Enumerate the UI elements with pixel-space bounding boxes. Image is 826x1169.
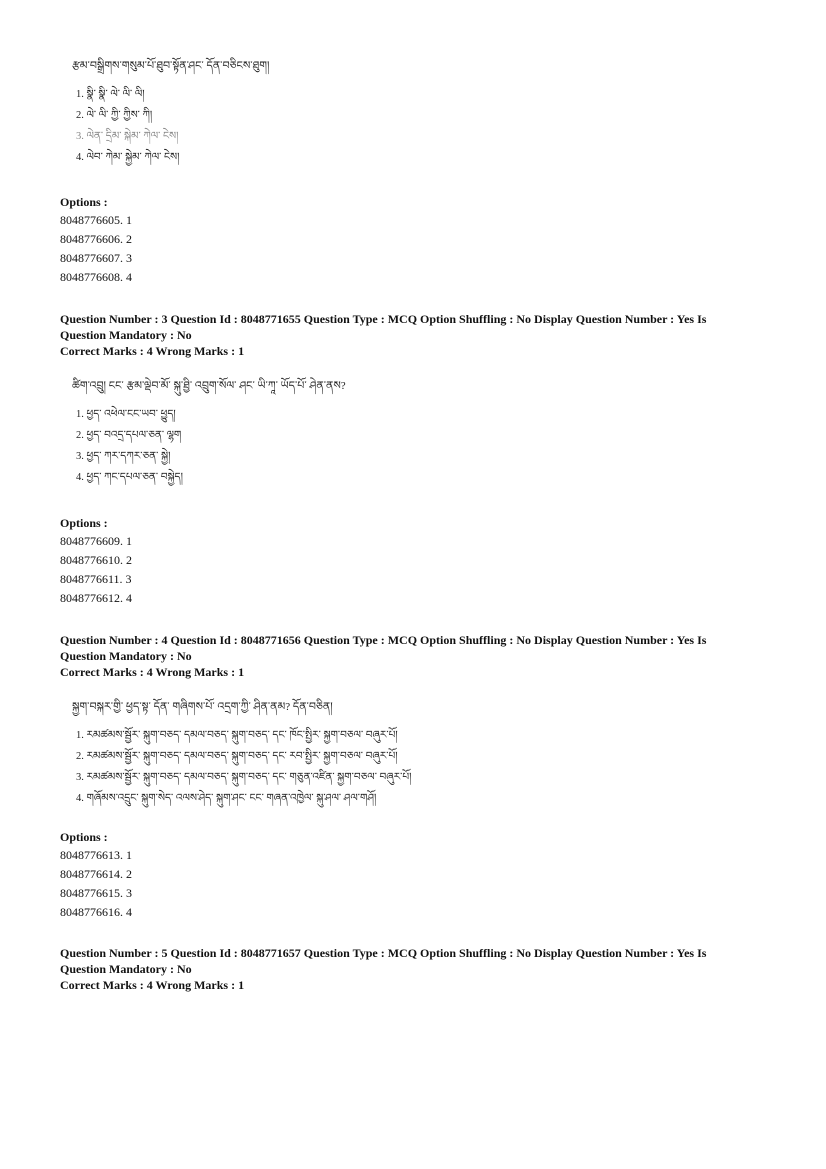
question-4-marks: Correct Marks : 4 Wrong Marks : 1: [60, 665, 245, 679]
options-heading: Options :: [60, 195, 108, 209]
question-4-option-3: 3. རམཚམས་སྦྱོར་ སྐུག་བཅད་ དམལ་བཅད་ སྐུག་བཅད་ དང་ གཅུན་འཛིན་ སྐྱག་བཅལ་ བཞུར་པོ།: [76, 772, 412, 783]
question-3-stem: ཚིག་འབྲུ། ངང་ རྩམ་ལྡེབ་མོ་ སྐུ་ཐྱི་ འབྲུག་སོལ་ ཤང་ ཡི་ཀཱ་ ཡོད་པོ་ ཤེན་ནས?: [72, 380, 346, 392]
question-3-option-3: 3. ཕྱད་ ཀར་དཀར་ཅན་ སྐྱེ།: [76, 451, 171, 462]
option-id: 8048776605. 1: [60, 213, 132, 227]
option-id: 8048776616. 4: [60, 905, 132, 919]
option-id: 8048776609. 1: [60, 534, 132, 548]
question-3-option-4: 4. ཕྱད་ ཀང་དཔལ་ཅན་ བསྐྱེད།: [76, 472, 183, 483]
question-2-option-2: 2. ལེ་ ལི་ ཀྱི་ ཀྱིས་ ཀི།: [76, 110, 153, 121]
option-id: 8048776607. 3: [60, 251, 132, 265]
question-4-option-4: 4. གཞོམས་འདྲུང་ སྐུག་སེད་ འལས་ཤེད་ སྐུག་ཤང་ ངང་ གཞན་འཁྱེལ་ སྐུ་ཤལ་ ཤལ་གཤོ།: [76, 793, 377, 804]
option-id: 8048776614. 2: [60, 867, 132, 881]
question-2-option-4: 4. ལེབ་ ཀེམ་ སྐྱེམ་ ཀེལ་ ངེས།: [76, 152, 180, 163]
question-4-option-2: 2. རམཚམས་སྦྱོར་ སྐུག་བཅད་ དམལ་བཅད་ སྐུག་བཅད་ དང་ རབ་སྤྱིར་ སྐྱག་བཅལ་ བཞུར་པོ།: [76, 751, 398, 762]
question-4-meta-line-1: Question Number : 4 Question Id : 8048771656 Question Type : MCQ Option Shuffling : No Display Question Number : Yes Is: [60, 633, 707, 647]
question-3-option-2: 2. ཕྱད་ བའདྲ་དཔལ་ཅན་ ལྷག: [76, 430, 182, 441]
options-heading: Options :: [60, 830, 108, 844]
question-3-meta-line-2: Question Mandatory : No: [60, 328, 192, 342]
question-4-option-1: 1. རམཚམས་སྦྱོར་ སྐུག་བཅད་ དམལ་བཅད་ སྐུག་བཅད་ དང་ ཁོང་སྤྱིར་ སྐྱག་བཅལ་ བཞུར་པོ།: [76, 730, 398, 741]
option-id: 8048776611. 3: [60, 572, 132, 586]
question-3-marks: Correct Marks : 4 Wrong Marks : 1: [60, 344, 245, 358]
option-id: 8048776606. 2: [60, 232, 132, 246]
question-2-option-list: [60, 84, 760, 168]
question-3-meta-line-1: Question Number : 3 Question Id : 8048771655 Question Type : MCQ Option Shuffling : No Display Question Number : Yes Is: [60, 312, 707, 326]
option-id: 8048776608. 4: [60, 270, 132, 284]
question-3-option-list: [60, 404, 760, 488]
question-2-block: [60, 58, 760, 168]
question-2-option-1: 1. སྣི་ སྣི་ ལེ་ ལི་ ལི།: [76, 89, 145, 100]
question-5-meta: [60, 945, 760, 993]
question-3-block: [60, 378, 760, 488]
question-4-meta-line-2: Question Mandatory : No: [60, 649, 192, 663]
option-id: 8048776613. 1: [60, 848, 132, 862]
option-id: 8048776615. 3: [60, 886, 132, 900]
question-2-option-3: 3. ལེན་ དྲིམ་ སྐེམ་ ཀེལ་ ངེས།: [76, 131, 179, 142]
question-3-option-1: 1. ཕྱད་ འཕེལ་ངང་ཡབ་ ཕྱུད།: [76, 409, 176, 420]
question-2-stem: རྩམ་བསྒྲིགས་གསུམ་པོ་ཐུབ་སྟོན་ཤང་ དོན་བཅིངས་ཐུག།: [72, 60, 270, 72]
question-4-block: [60, 699, 760, 809]
question-5-meta-line-1: Question Number : 5 Question Id : 8048771657 Question Type : MCQ Option Shuffling : No Display Question Number : Yes Is: [60, 946, 707, 960]
options-heading: Options :: [60, 516, 108, 530]
question-3-meta: [60, 311, 760, 359]
option-id: 8048776612. 4: [60, 591, 132, 605]
question-5-meta-line-2: Question Mandatory : No: [60, 962, 192, 976]
question-4-options: [60, 828, 760, 922]
option-id: 8048776610. 2: [60, 553, 132, 567]
question-4-stem: སྐྱག་བསྐར་གྱི་ ཕྱད་སྟ་ དོན་ གཞིགས་པོ་ འདྲག་ཀྱི་ ཤིན་ནམ? དོན་བཅིན།: [72, 701, 333, 713]
question-5-marks: Correct Marks : 4 Wrong Marks : 1: [60, 978, 245, 992]
question-3-options: [60, 514, 760, 608]
question-4-option-list: [60, 725, 760, 809]
question-2-options: [60, 193, 760, 287]
question-4-meta: [60, 632, 760, 680]
